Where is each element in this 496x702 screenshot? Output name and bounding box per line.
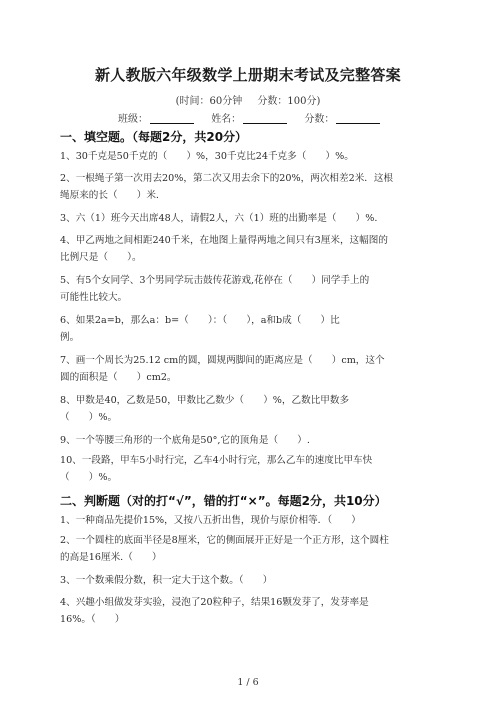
question-2-4: 4、兴趣小组做发芽实验，浸泡了20粒种子，结果16颗发芽了，发芽率是 16%。（ ） [60,597,369,625]
section-true-false-header: 二、判断题（对的打“√”，错的打“×”。每题2分，共10分） [60,494,387,508]
page-number: 1 / 6 [237,677,259,688]
score-label: 分数： [304,114,335,125]
score-blank [336,113,380,124]
question-1-5: 5、有5个女同学、3个男同学玩击鼓传花游戏,花停在（ ）同学手上的 可能性比较大。 [60,275,370,303]
section-fill-in-header: 一、填空题。（每题2分，共20分） [60,130,248,144]
question-1-1: 1、30千克是50千克的（ ）%，30千克比24千克多（ ）%。 [60,151,354,162]
exam-time: (时间：60分钟 [175,96,243,107]
question-2-1: 1、一种商品先提价15%，又按八五折出售，现价与原价相等．（ ） [60,515,361,526]
question-2-3: 3、一个数乘假分数，积一定大于这个数。（ ） [60,575,273,586]
class-field [118,110,194,125]
question-1-2: 2、一根绳子第一次用去20%，第二次又用去余下的20%，两次相差2米．这根 绳原来的长（ ）米. [60,173,394,201]
exam-total-score: 分数：100分) [257,96,321,107]
exam-info [0,92,496,107]
student-info-fields [118,110,394,125]
score-field [304,110,380,125]
class-label: 班级： [118,114,148,125]
question-1-10: 10、一段路，甲车5小时行完，乙车4小时行完，那么乙车的速度比甲车快 （ ）%。 [60,455,373,483]
question-1-9: 9、一个等腰三角形的一个底角是50°,它的顶角是（ ）. [60,435,310,446]
question-1-7: 7、画一个周长为25.12 cm的圆，圆规两脚间的距离应是（ ）cm，这个 圆的面积是（ ）cm2。 [60,355,385,383]
name-label: 姓名： [211,114,242,125]
class-blank [150,113,194,124]
question-1-4: 4、甲乙两地之间相距240千米，在地图上量得两地之间只有3厘米，这幅图的 比例尺是（ ）。 [60,235,388,263]
name-blank [243,113,287,124]
page-title: 新人教版六年级数学上册期末考试及完整答案 [94,66,401,84]
name-field [211,110,287,125]
question-1-6: 6、如果2a=b，那么a：b=（ ）：（ ），a和b成（ ）比 例。 [60,315,340,343]
question-1-3: 3、六（1）班今天出席48人，请假2人，六（1）班的出勤率是（ ）%. [60,213,378,224]
question-2-2: 2、一个圆柱的底面半径是8厘米，它的侧面展开正好是一个正方形，这个圆柱 的高是16厘米.（ ） [60,535,389,563]
question-1-8: 8、甲数是40，乙数是50，甲数比乙数少（ ）%，乙数比甲数多 （ ）%。 [60,395,350,423]
